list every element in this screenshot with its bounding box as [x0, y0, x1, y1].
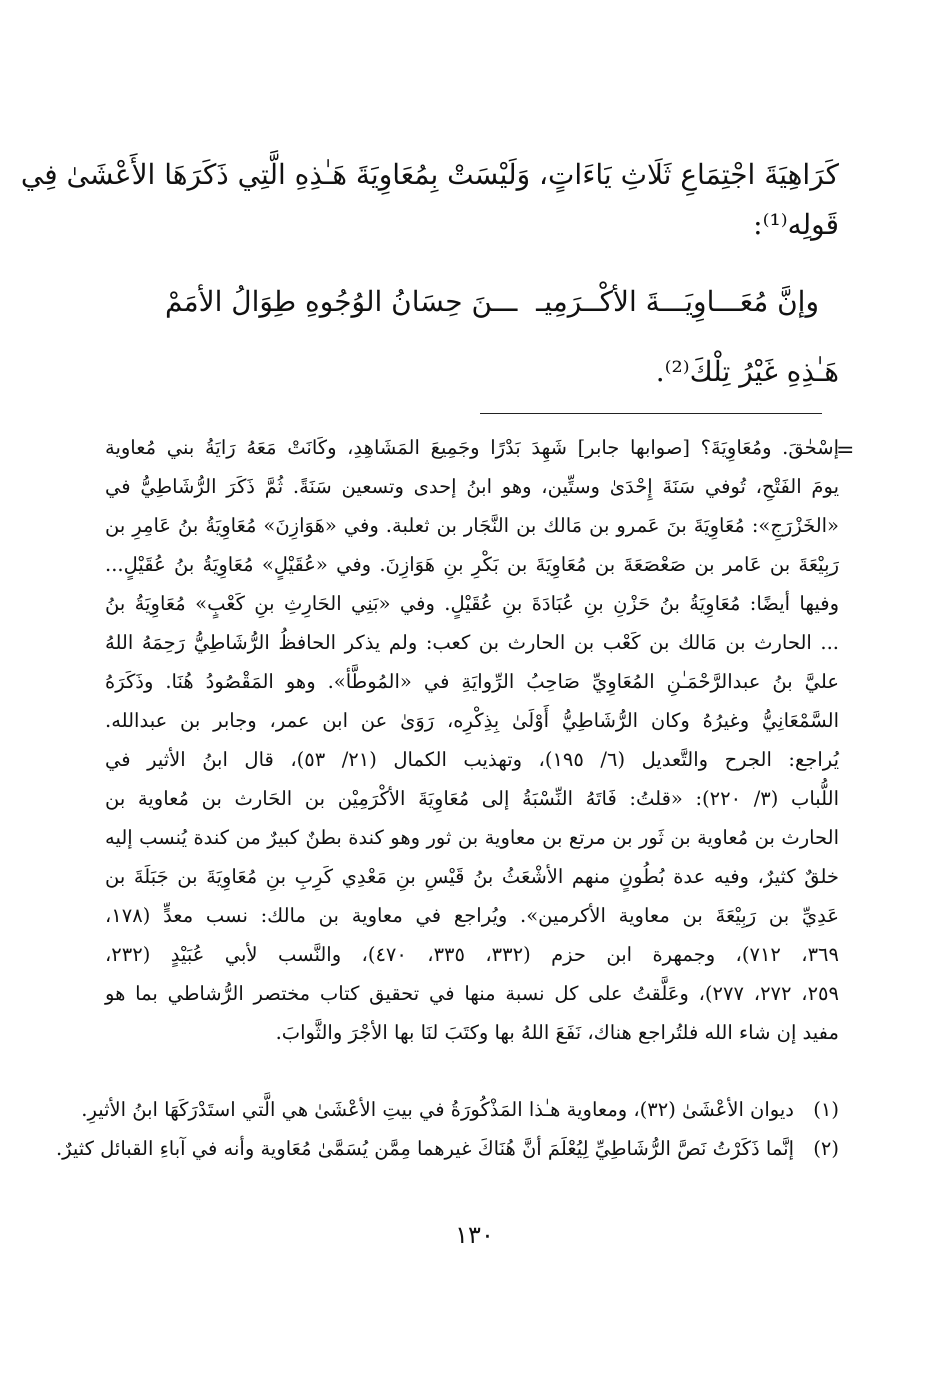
body-closing-line: هَـٰذِهِ غَيْرُ تِلْكَ⁽²⁾.	[655, 355, 839, 388]
footnote-line: ٢٥٩، ٢٧٢، ٢٧٧)، وعَلَّقتُ على كل نسبة منها في تحقيق كتاب مختصر الرُّشاطي بما هو	[105, 982, 839, 1005]
footnote-line: عليَّ بنُ عبدالرَّحْمَـٰنِ المُعَاوِيِّ صَاحِبُ الرِّوايَةِ في «المُوطَّأ». وهو المَقْصُودُ هُنَا. وذَكَرَهُ	[105, 670, 839, 693]
footnote-line: السَّمْعَانِيُّ وغيرُهُ وكان الرُّشَاطِيُّ أَوْلَىٰ بِذِكْرِه، رَوَىٰ عن ابن عمر، وجابر بن عبدالله.	[105, 709, 839, 732]
footnote-text: إنَّما ذَكَرْتُ نَصَّ الرُّشَاطِيِّ لِيُعْلَمَ أنَّ هُنَاكَ غيرهما مِمَّن يُسَمَّىٰ مُعَاوية وأنه في آباءِ القبائل كثيرٌ.	[55, 1137, 794, 1160]
continuation-mark: =	[836, 438, 855, 463]
footnote-line-last: مفيد إن شاء الله فلتُراجع هناك، نَفَعَ اللهُ بها وكتَبَ لنَا بها الأجْرَ والثَّوابَ.	[275, 1021, 839, 1044]
footnote-line: الحارث بن مُعاوية بن ثَور بن مرتع بن معاوية بن ثور وهو كندة بطنٌ كبيرٌ من كندة يُنسب إليه	[105, 826, 839, 849]
footnote-line: يُراجع: الجرح والتَّعديل (٦/ ١٩٥)، وتهذيب الكمال (٢١/ ٥٣)، قال ابنُ الأثير في	[105, 748, 839, 771]
footnote-number: (٢)	[813, 1137, 839, 1160]
footnote-line: يومَ الفَتْحِ، تُوفي سَنَةَ إِحْدَىٰ وستِّين، وهو ابنُ إحدى وتسعين سَنَةً. ثُمَّ ذَكَرَ الرُّشَاطِيُّ في	[105, 475, 839, 498]
footnote-line: عَدِيِّ بن رَبِيْعَةَ بن معاوية الأكرمين». ويُراجع في معاوية بن مالك: نسب معدٍّ (١٧٨،	[105, 904, 839, 927]
footnote-line: رَبِيْعَةَ بن عَامر بن صَعْصَعَةَ بن مُعَاوِيَةَ بن بَكْرِ بنِ هَوَازِنَ. وفي «عُقَيْلٍ» مُعَاوِيَةُ بنُ عُقَيْلٍ...	[105, 553, 839, 576]
footnote-line: ٣٦٩، ٧١٢)، وجمهرة ابن حزم (٣٣٢، ٣٣٥، ٤٧٠)، والنَّسب لأبي عُبَيْدٍ (٢٣٢،	[105, 943, 839, 966]
footnote-line: ... الحارث بن مَالك بن كَعْب بن الحارث بن كعب: ولم يذكر الحافظُ الرُّشَاطِيُّ رَحِمَهُ اللهُ	[105, 631, 839, 654]
footnote-number: (١)	[813, 1098, 839, 1121]
footnote-1	[81, 1095, 839, 1125]
footnote-line: «الخَزْرَجِ»: مُعَاوِيَةَ بنَ عَمرو بن مَالك بن النَّجَار بن ثعلبة. وفي «هَوَازِنَ» مُعَاوِيَةُ بنُ عَامِرِ بن	[105, 514, 839, 537]
footnote-separator	[480, 413, 822, 414]
page-number: ١٣٠	[455, 1221, 494, 1249]
footnote-text: ديوان الأعْشَىٰ (٣٢)، ومعاوية هـٰذا المَذْكُورَةُ في بيتِ الأعْشَىٰ هي الَّتي استَدْرَكَهَا ابنُ الأثيرِ.	[81, 1098, 794, 1121]
footnote-line: إسْحٰقَ. ومُعَاوِيَةَ؟ [صوابها جابر] شَهِدَ بَدْرًا وجَمِيعَ المَشَاهِدِ، وكَانَتْ مَعَهُ رَايَةُ بني مُعاوية	[105, 436, 839, 459]
verse-first-hemistich: وإنَّ مُعَـــاوِيَـــةَ الأكْــرَمِيـ	[536, 285, 819, 318]
footnote-line: خلقٌ كثيرٌ، وفيه عدة بُطُونٍ منهم الأشْعَثُ بنُ قَيْسِ بنِ مَعْدِي كَرِبِ بنِ مُعَاوِيَةَ بن جَبَلَةَ بن	[105, 865, 839, 888]
body-line-2: قَولِه⁽¹⁾:	[753, 208, 839, 241]
footnote-2	[55, 1134, 839, 1164]
footnote-line: وفيها أيضًا: مُعَاوِيَةُ بنُ حَزْنِ بنِ عُبَادَةَ بنِ عُقَيْلٍ. وفي «بَنِي الحَارِثِ بنِ كَعْبٍ» مُعَاوِيَةُ بنُ	[105, 592, 839, 615]
footnote-line: اللُّباب (٣/ ٢٢٠): «قلتُ: فَاتَهُ النِّسْبَةُ إلى مُعَاوِيَةَ الأكْرَمِيْن بن الحَارث بن مُعاوية بن	[105, 787, 839, 810]
body-line-1: كَرَاهِيَةَ اجْتِمَاعِ ثَلَاثِ يَاءَاتٍ، وَلَيْسَتْ بِمُعَاوِيَةَ هَـٰذِهِ الَّتِي ذَكَرَهَا الأَعْشَىٰ فِي	[20, 158, 839, 191]
verse-second-hemistich: ـــنَ حِسَانُ الوُجُوهِ طِوَالُ الأمَمْ	[165, 285, 518, 318]
